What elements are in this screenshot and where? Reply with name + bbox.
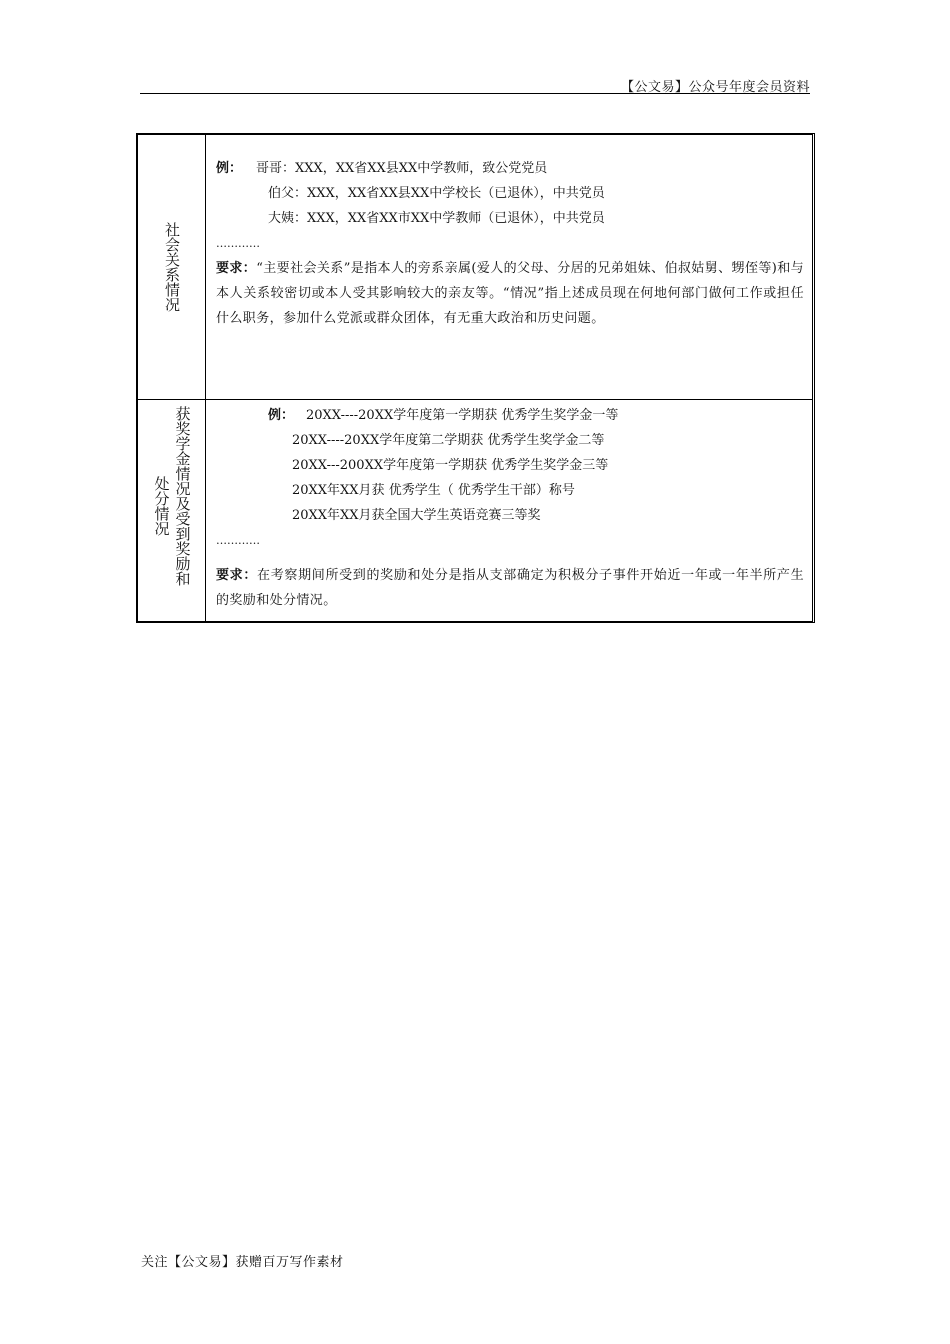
awards-requirement xyxy=(216,563,804,613)
social-example-label: 例： xyxy=(216,161,243,176)
awards-requirement-text: 在考察期间所受到的奖励和处分是指从支部确定为积极分子事件开始近一年或一年半所产生的奖励和处分情况。 xyxy=(216,568,804,608)
awards-requirement-label: 要求： xyxy=(216,568,258,583)
social-relations-label-cell xyxy=(138,135,206,399)
award-entry-4: 20XX年XX月获 优秀学生（ 优秀学生干部）称号 xyxy=(292,483,575,498)
award-entry-5: 20XX年XX月获全国大学生英语竞赛三等奖 xyxy=(292,508,541,523)
awards-label-cell xyxy=(138,400,206,621)
awards-label-col2: 处分情况 xyxy=(152,476,171,536)
social-entry-2: 伯父：XXX，XX省XX县XX中学校长（已退休），中共党员 xyxy=(268,186,605,201)
social-relations-content xyxy=(206,135,812,399)
awards-content xyxy=(206,400,812,621)
social-relations-row xyxy=(138,135,812,399)
social-ellipsis: ………… xyxy=(216,237,260,250)
award-entry-1: 20XX----20XX学年度第一学期获 优秀学生奖学金一等 xyxy=(306,408,619,423)
social-entry-3: 大姨：XXX，XX省XX市XX中学教师（已退休），中共党员 xyxy=(268,211,605,226)
awards-ellipsis: ………… xyxy=(216,534,260,547)
social-relations-label: 社会关系情况 xyxy=(163,222,181,312)
social-requirement-label: 要求： xyxy=(216,261,257,276)
award-entry-3: 20XX---200XX学年度第一学期获 优秀学生奖学金三等 xyxy=(292,458,609,473)
award-entry-2: 20XX----20XX学年度第二学期获 优秀学生奖学金二等 xyxy=(292,433,605,448)
page-footer: 关注【公文易】获赠百万写作素材 xyxy=(141,1255,344,1270)
awards-example-label: 例： xyxy=(268,408,295,423)
info-table xyxy=(136,133,815,623)
social-requirement-text: “主要社会关系”是指本人的旁系亲属(爱人的父母、分居的兄弟姐妹、伯叔姑舅、甥侄等)和与本人关系较密切或本人受其影响较大的亲友等。“情况”指上述成员现在何地何部门做何工作或担任什么职务，参加什么党派或群众团体，有无重大政治和历史问题。 xyxy=(216,261,805,326)
page-header: 【公文易】公众号年度会员资料 xyxy=(620,80,810,95)
awards-label-col1: 获奖学金情况及受到奖励和 xyxy=(173,406,192,586)
social-entry-1: 哥哥：XXX，XX省XX县XX中学教师，致公党党员 xyxy=(256,161,548,176)
social-requirement xyxy=(216,256,804,331)
header-divider xyxy=(140,93,810,94)
awards-row xyxy=(138,399,812,621)
